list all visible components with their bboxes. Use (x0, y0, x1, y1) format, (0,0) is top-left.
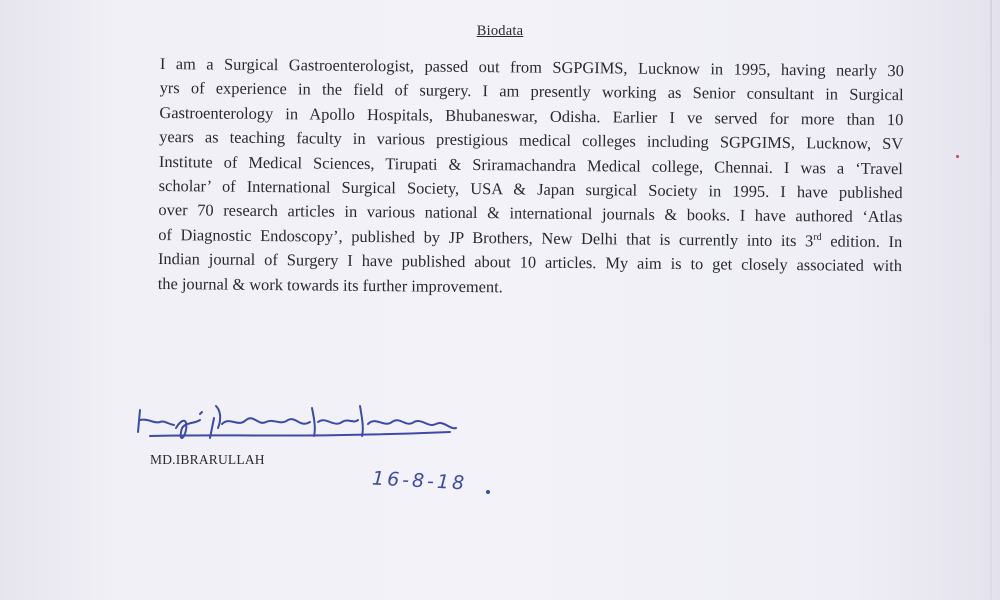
paper-fold (990, 0, 992, 600)
signer-name: MD.IBRARULLAH (150, 452, 265, 467)
line-8-tail: edition. In (821, 231, 903, 251)
paragraph-line-3: Gastroenterology in Apollo Hospitals, Bhubaneswar, Odisha. Earlier I ve served for more than 10 (159, 102, 904, 129)
paragraph-line-6: scholar’ of International Surgical Society, USA & Japan surgical Society in 1995. I have published (158, 176, 903, 203)
handwritten-date: 16-8-18 (371, 467, 468, 495)
biodata-paragraph (158, 52, 904, 303)
paragraph-line-2: yrs of experience in the field of surgery. I am presently working as Senior consultant in Surgical (159, 78, 904, 105)
paragraph-line-9: Indian journal of Surgery I have published about 10 articles. My aim is to get closely associated with (157, 249, 903, 276)
date-period-dot (486, 490, 490, 494)
document-title: Biodata (476, 23, 524, 39)
paragraph-line-10: the journal & work towards its further improvement. (157, 273, 503, 296)
handwritten-signature (130, 398, 470, 458)
paragraph-line-1: I am a Surgical Gastroenterologist, passed out from SGPGIMS, Lucknow in 1995, having nearly 30 (159, 53, 904, 81)
paragraph-line-7: over 70 research articles in various national & international journals & books. I have authored ‘Atlas (158, 200, 903, 227)
paragraph-line-4: years as teaching faculty in various prestigious medical colleges including SGPGIMS, Lucknow, SV (159, 127, 904, 154)
edition-superscript: rd (813, 231, 822, 243)
line-8-main: of Diagnostic Endoscopy’, published by JP Brothers, New Delhi that is currently into its 3 (158, 224, 814, 251)
paragraph-line-5: Institute of Medical Sciences, Tirupati & Sriramachandra Medical college, Chennai. I was a ‘Travel (158, 151, 904, 178)
ink-speck (956, 155, 959, 158)
